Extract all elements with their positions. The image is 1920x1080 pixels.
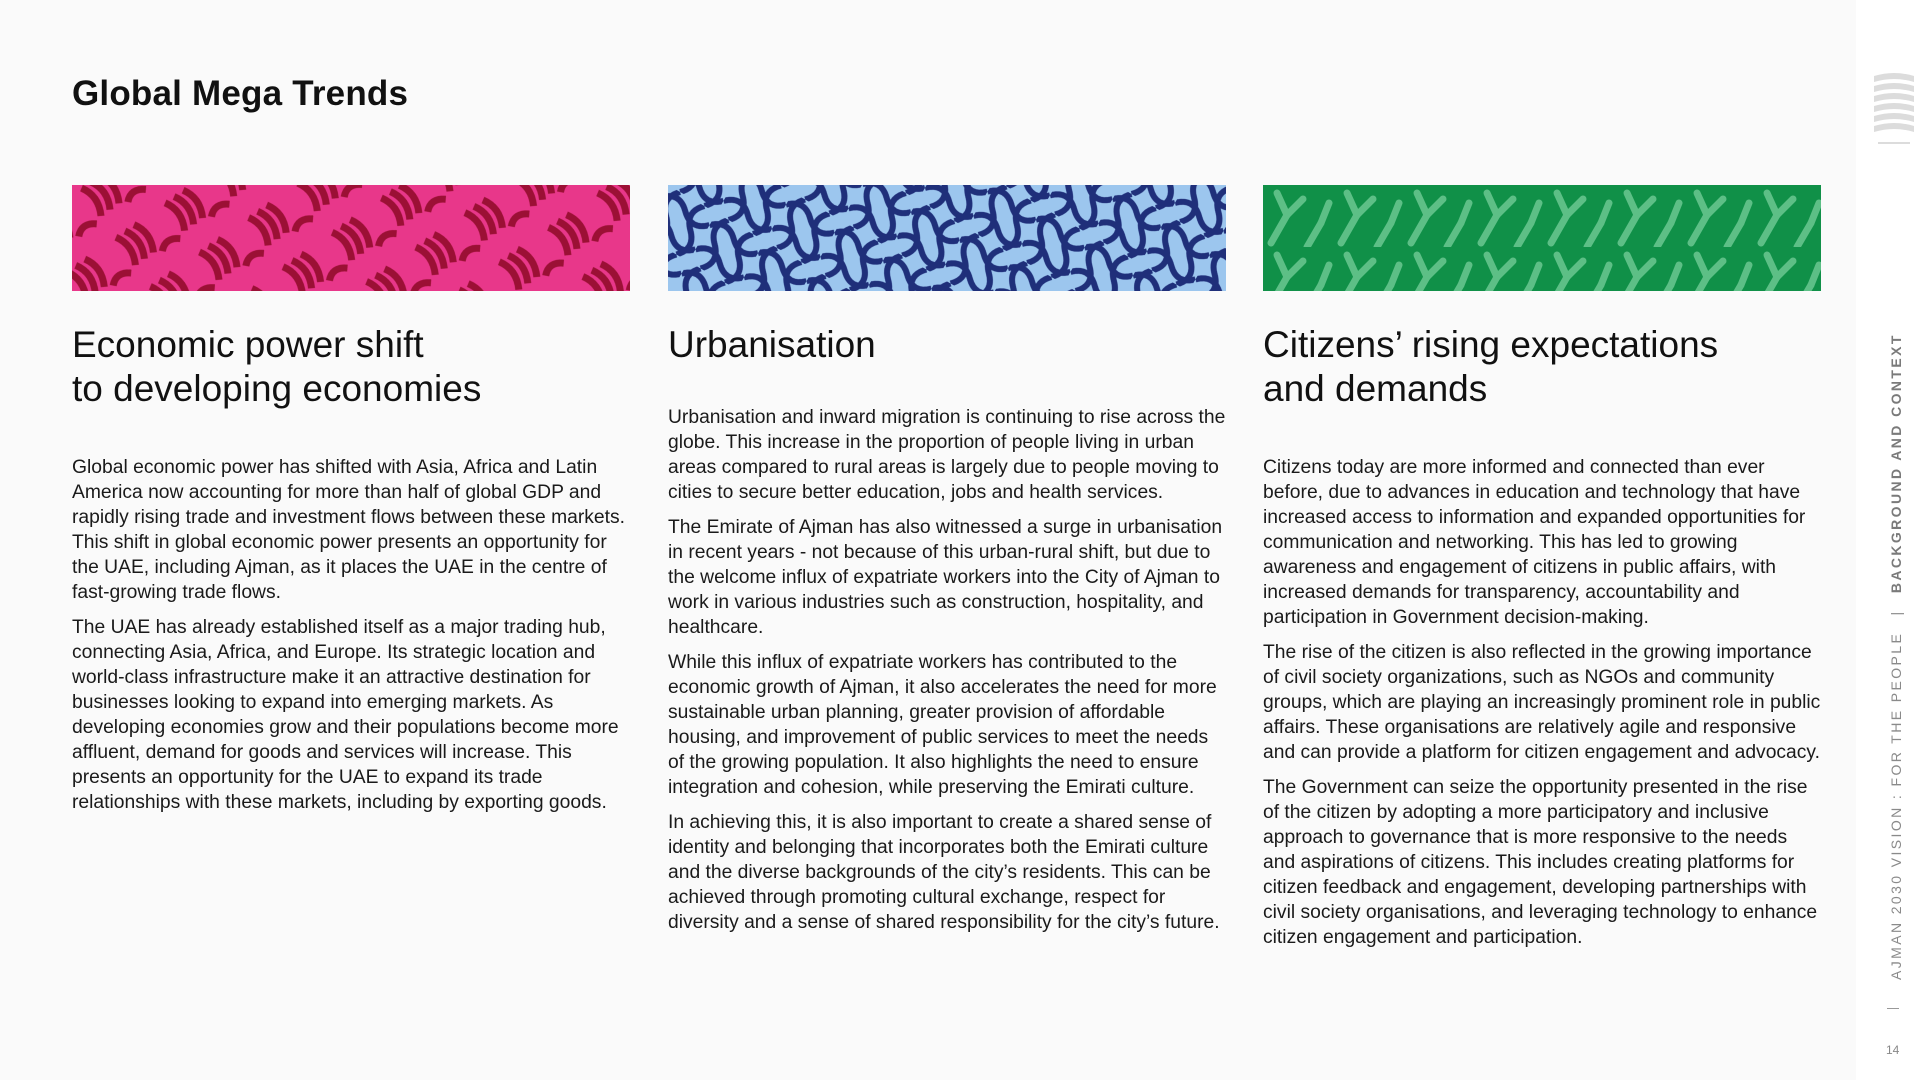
vertical-running-header [1888, 333, 1904, 980]
pink-braid-pattern-banner [72, 185, 630, 291]
heading-line: and demands [1263, 368, 1488, 409]
heading-line: to developing economies [72, 368, 482, 409]
trend-heading [668, 323, 1226, 367]
paragraph: Citizens today are more informed and connected than ever before, due to advances in education and technology that have increased access to information and expanded opportunities for communication and networking. This has led to growing awareness and engagement of citizens in public affairs, with increased demands for transparency, accountability and participation in Government decision-making. [1263, 457, 1806, 628]
page-number: 14 [1886, 1043, 1900, 1057]
divider [1887, 1008, 1899, 1009]
paragraph: While this influx of expatriate workers has contributed to the economic growth of Ajman, it also accelerates the need for more sustainable urban planning, greater provision of affordable housing, and improvement of public services to meet the needs of the growing population. It also highlights the need to ensure integration and cohesion, while preserving the Emirati culture. [668, 652, 1217, 798]
paragraph: In achieving this, it is also important to create a shared sense of identity and belonging that incorporates both the Emirati culture and the diverse backgrounds of the city’s residents. This can be achieved through promoting cultural exchange, respect for diversity and a sense of shared responsibility for the city’s future. [668, 812, 1220, 933]
trend-body [72, 455, 630, 815]
green-frond-pattern-banner [1263, 185, 1821, 291]
paragraph: The UAE has already established itself as a major trading hub, connecting Asia, Africa, and Europe. Its strategic location and world-class infrastructure make it an attractive destination for businesses looking to expand into emerging markets. As developing economies grow and their populations become more affluent, demand for goods and services will increase. This presents an opportunity for the UAE to expand its trade relationships with these markets, including by exporting goods. [72, 617, 619, 813]
trend-urbanisation [668, 185, 1226, 945]
heading-line: Urbanisation [668, 324, 876, 365]
trend-economic-power-shift [72, 185, 630, 825]
page-title: Global Mega Trends [72, 74, 409, 113]
paragraph: Urbanisation and inward migration is continuing to rise across the globe. This increase in the proportion of people living in urban areas compared to rural areas is largely due to people moving to cities to secure better education, jobs and health services. [668, 407, 1226, 503]
ajman-2030-logo-icon [1872, 70, 1916, 150]
vision-label: AJMAN 2030 VISION : FOR THE PEOPLE [1888, 631, 1904, 980]
separator: | [1888, 609, 1904, 616]
heading-line: Citizens’ rising expectations [1263, 324, 1719, 365]
trend-body [1263, 455, 1821, 950]
paragraph: Global economic power has shifted with Asia, Africa and Latin America now accounting for more than half of global GDP and rapidly rising trade and investment flows between these markets. This shift in global economic power presents an opportunity for the UAE, including Ajman, as it places the UAE in the centre of fast-growing trade flows. [72, 457, 625, 603]
paragraph: The Emirate of Ajman has also witnessed a surge in urbanisation in recent years - not because of this urban-rural shift, but due to the welcome influx of expatriate workers into the City of Ajman to work in various industries such as construction, hospitality, and healthcare. [668, 517, 1223, 638]
trend-body [668, 405, 1226, 935]
trend-heading [72, 323, 630, 411]
heading-line: Economic power shift [72, 324, 424, 365]
blue-wave-pattern-banner [668, 185, 1226, 291]
paragraph: The rise of the citizen is also reflected in the growing importance of civil society organizations, such as NGOs and community groups, which are playing an increasingly prominent role in public affairs. These organisations are relatively agile and responsive and can provide a platform for citizen engagement and advocacy. [1263, 642, 1821, 763]
paragraph: The Government can seize the opportunity presented in the rise of the citizen by adopting a more participatory and inclusive approach to governance that is more responsive to the needs and aspirations of citizens. This includes creating platforms for citizen feedback and engagement, developing partnerships with civil society organisations, and leveraging technology to enhance citizen engagement and participation. [1263, 777, 1818, 948]
trend-heading [1263, 323, 1821, 411]
trend-citizens-expectations [1263, 185, 1821, 960]
section-label: BACKGROUND AND CONTEXT [1888, 333, 1904, 594]
